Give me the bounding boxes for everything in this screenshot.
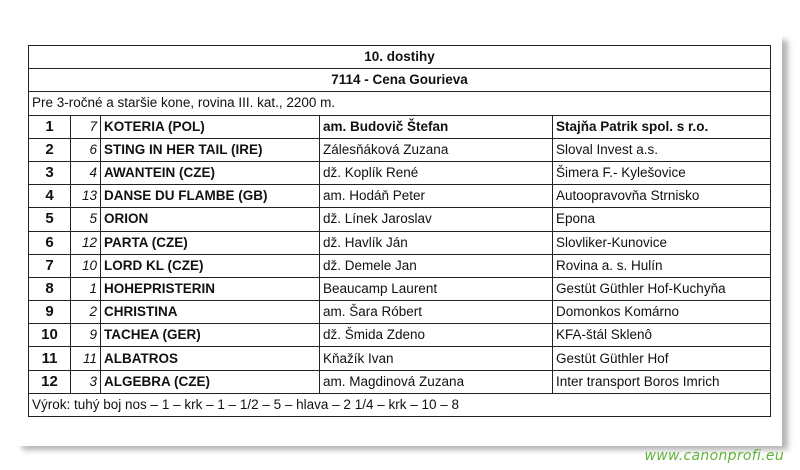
jockey-cell: am. Šara Róbert: [320, 301, 553, 324]
jockey-cell: am. Hodáň Peter: [320, 185, 553, 208]
race-verdict: Výrok: tuhý boj nos – 1 – krk – 1 – 1/2 – 5 – hlava – 2 1/4 – krk – 10 – 8: [29, 393, 771, 416]
horse-name-cell: CHRISTINA: [101, 301, 320, 324]
table-row: [29, 277, 771, 300]
position-cell: 2: [29, 138, 71, 161]
horse-name-cell: KOTERIA (POL): [101, 115, 320, 138]
start-number-cell: 1: [71, 277, 101, 300]
position-cell: 1: [29, 115, 71, 138]
owner-cell: Sloval Invest a.s.: [553, 138, 771, 161]
horse-name-cell: LORD KL (CZE): [101, 254, 320, 277]
start-number-cell: 10: [71, 254, 101, 277]
owner-cell: Autoopravovňa Strnisko: [553, 185, 771, 208]
horse-name-cell: DANSE DU FLAMBE (GB): [101, 185, 320, 208]
race-conditions: Pre 3-ročné a staršie kone, rovina III. kat., 2200 m.: [29, 92, 771, 115]
start-number-cell: 3: [71, 370, 101, 393]
horse-name-cell: ORION: [101, 208, 320, 231]
position-cell: 11: [29, 347, 71, 370]
horse-name-cell: TACHEA (GER): [101, 324, 320, 347]
start-number-cell: 13: [71, 185, 101, 208]
owner-cell: Slovliker-Kunovice: [553, 231, 771, 254]
position-cell: 5: [29, 208, 71, 231]
race-results-table: [28, 45, 771, 417]
jockey-cell: dž. Línek Jaroslav: [320, 208, 553, 231]
race-number-row: [29, 46, 771, 69]
owner-cell: Epona: [553, 208, 771, 231]
horse-name-cell: PARTA (CZE): [101, 231, 320, 254]
table-row: [29, 301, 771, 324]
table-row: [29, 208, 771, 231]
position-cell: 6: [29, 231, 71, 254]
table-row: [29, 254, 771, 277]
jockey-cell: Zálesňáková Zuzana: [320, 138, 553, 161]
horse-name-cell: AWANTEIN (CZE): [101, 161, 320, 184]
verdict-row: [29, 393, 771, 416]
position-cell: 4: [29, 185, 71, 208]
position-cell: 3: [29, 161, 71, 184]
position-cell: 12: [29, 370, 71, 393]
jockey-cell: am. Magdinová Zuzana: [320, 370, 553, 393]
start-number-cell: 4: [71, 161, 101, 184]
position-cell: 9: [29, 301, 71, 324]
table-row: [29, 231, 771, 254]
table-row: [29, 185, 771, 208]
race-name-row: [29, 69, 771, 92]
owner-cell: Gestüt Güthler Hof: [553, 347, 771, 370]
start-number-cell: 5: [71, 208, 101, 231]
owner-cell: Šimera F.- Kylešovice: [553, 161, 771, 184]
start-number-cell: 2: [71, 301, 101, 324]
horse-name-cell: STING IN HER TAIL (IRE): [101, 138, 320, 161]
horse-name-cell: ALGEBRA (CZE): [101, 370, 320, 393]
table-row: [29, 347, 771, 370]
jockey-cell: dž. Šmida Zdeno: [320, 324, 553, 347]
jockey-cell: Beaucamp Laurent: [320, 277, 553, 300]
owner-cell: Gestüt Güthler Hof-Kuchyňa: [553, 277, 771, 300]
position-cell: 8: [29, 277, 71, 300]
position-cell: 7: [29, 254, 71, 277]
jockey-cell: dž. Demele Jan: [320, 254, 553, 277]
race-number: 10. dostihy: [29, 46, 771, 69]
jockey-cell: dž. Koplík René: [320, 161, 553, 184]
horse-name-cell: HOHEPRISTERIN: [101, 277, 320, 300]
start-number-cell: 7: [71, 115, 101, 138]
start-number-cell: 12: [71, 231, 101, 254]
position-cell: 10: [29, 324, 71, 347]
race-conditions-row: [29, 92, 771, 115]
jockey-cell: dž. Havlík Ján: [320, 231, 553, 254]
table-row: [29, 115, 771, 138]
owner-cell: KFA-štál Sklenô: [553, 324, 771, 347]
table-row: [29, 324, 771, 347]
owner-cell: Domonkos Komárno: [553, 301, 771, 324]
start-number-cell: 6: [71, 138, 101, 161]
race-name: 7114 - Cena Gourieva: [29, 69, 771, 92]
jockey-cell: Kňažík Ivan: [320, 347, 553, 370]
start-number-cell: 11: [71, 347, 101, 370]
horse-name-cell: ALBATROS: [101, 347, 320, 370]
jockey-cell: am. Budovič Štefan: [320, 115, 553, 138]
owner-cell: Rovina a. s. Hulín: [553, 254, 771, 277]
table-row: [29, 138, 771, 161]
owner-cell: Inter transport Boros Imrich: [553, 370, 771, 393]
table-row: [29, 161, 771, 184]
owner-cell: Stajňa Patrik spol. s r.o.: [553, 115, 771, 138]
watermark-text: www.canonprofi.eu: [644, 448, 784, 464]
start-number-cell: 9: [71, 324, 101, 347]
table-row: [29, 370, 771, 393]
